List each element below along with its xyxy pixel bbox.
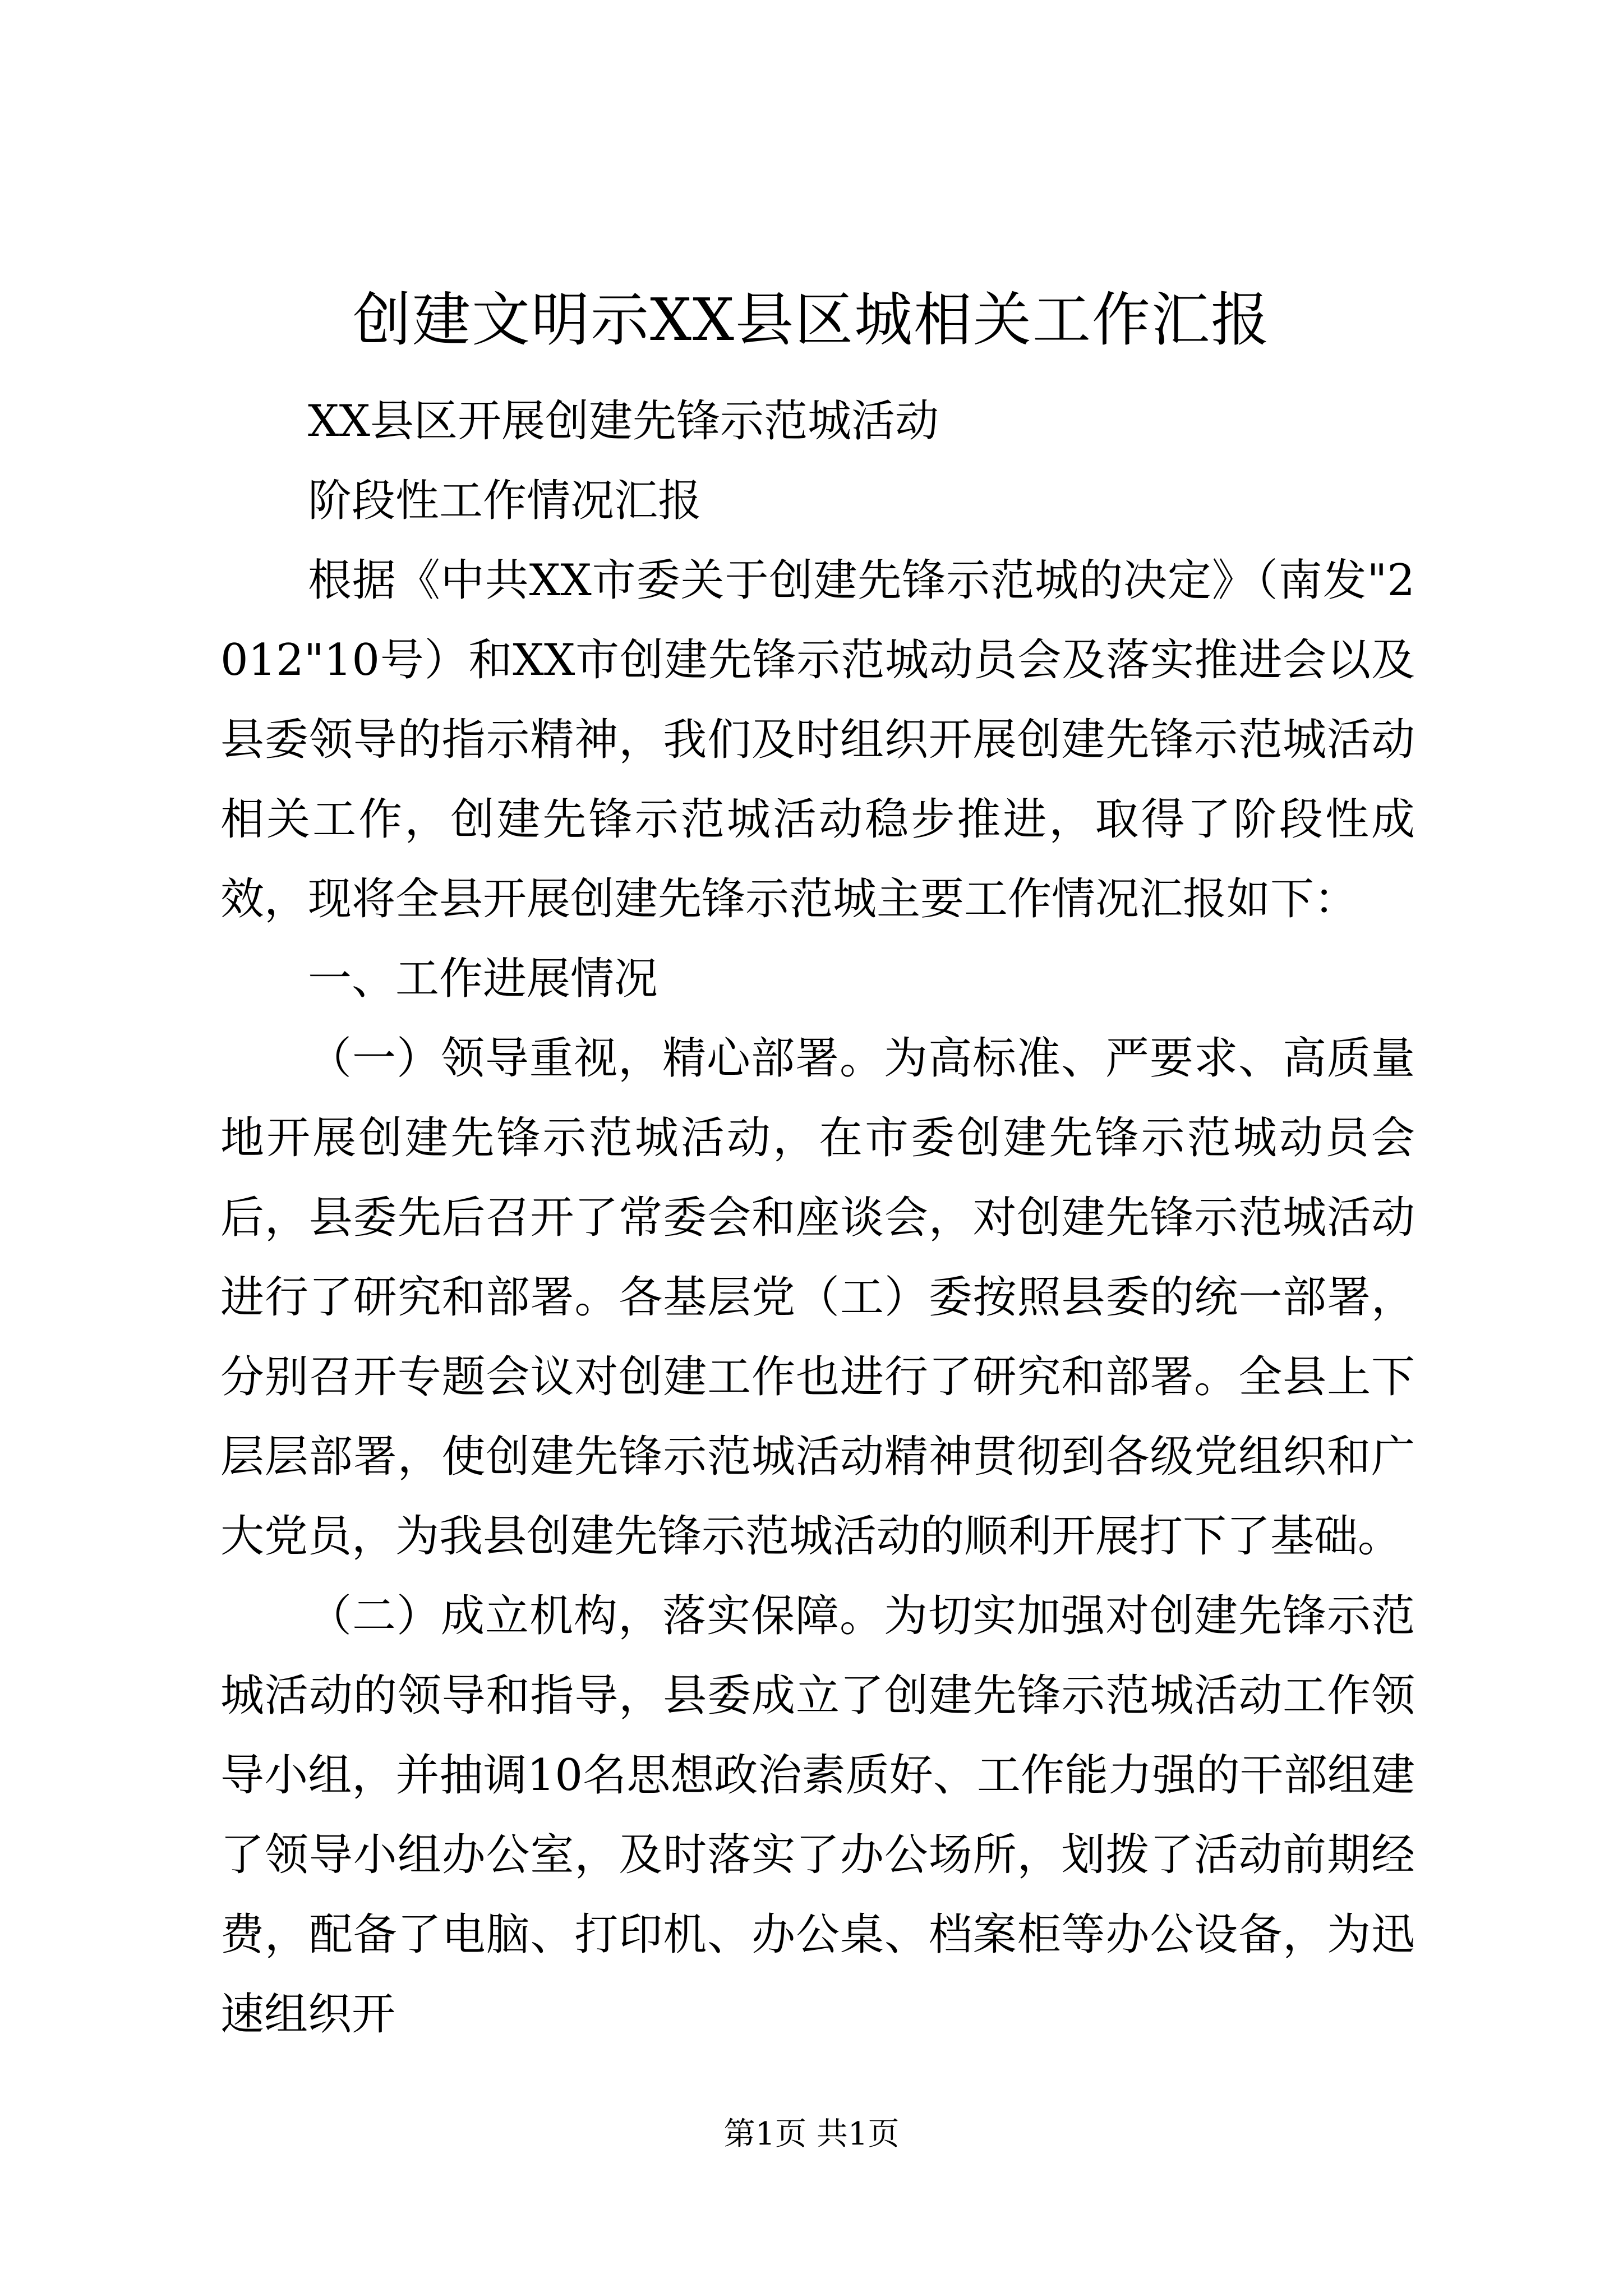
page-footer: 第1页 共1页 <box>723 2116 900 2152</box>
section-paragraph-2: （二）成立机构，落实保障。为切实加强对创建先锋示范城活动的领导和指导，县委成立了创建先锋示范城活动工作领导小组，并抽调10名思想政治素质好、工作能力强的干部组建了领导小组办公室，及时落实了办公场所，划拨了活动前期经费，配备了电脑、打印机、办公桌、档案柜等办公设备，为迅速组织开 <box>220 1591 1415 2040</box>
intro-paragraph: 根据《中共XX市委关于创建先锋示范城的决定》（南发"2012"10号）和XX市创建先锋示范城动员会及落实推进会以及县委领导的指示精神，我们及时组织开展创建先锋示范城活动相关工作，创建先锋示范城活动稳步推进，取得了阶段性成效，现将全县开展创建先锋示范城主要工作情况汇报如下： <box>220 555 1415 924</box>
subtitle-line-1: XX县区开展创建先锋示范城活动 <box>308 396 939 447</box>
document-title: 创建文明示XX县区城相关工作汇报 <box>352 286 1271 354</box>
document-body <box>220 381 1415 2054</box>
section-paragraph-1: （一）领导重视，精心部署。为高标准、严要求、高质量地开展创建先锋示范城活动，在市委创建先锋示范城动员会后，县委先后召开了常委会和座谈会，对创建先锋示范城活动进行了研究和部署。各基层党（工）委按照县委的统一部署，分别召开专题会议对创建工作也进行了研究和部署。全县上下层层部署，使创建先锋示范城活动精神贯彻到各级党组织和广大党员，为我县创建先锋示范城活动的顺利开展打下了基础。 <box>220 1033 1415 1562</box>
subtitle-line-2: 阶段性工作情况汇报 <box>308 476 702 526</box>
section-heading: 一、工作进展情况 <box>308 954 658 1004</box>
